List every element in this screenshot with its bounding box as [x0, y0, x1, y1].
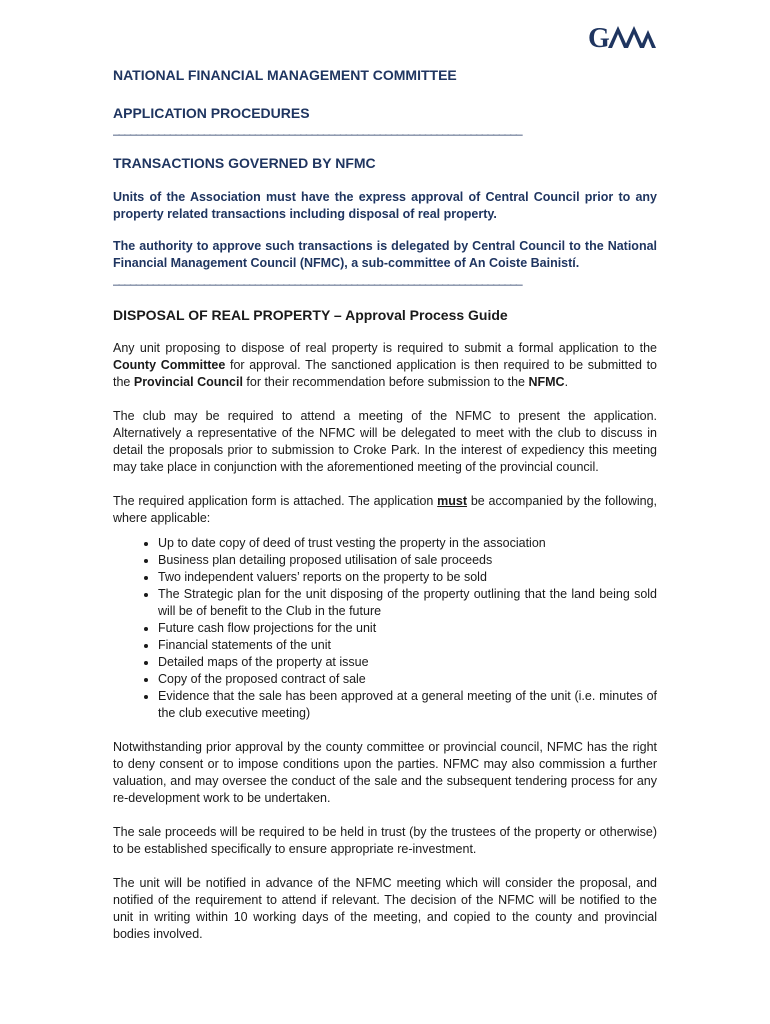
divider-rule: ________________________________________________________________________ [113, 272, 522, 286]
requirements-list [113, 535, 657, 722]
disposal-paragraph-1 [113, 340, 657, 391]
svg-text:G: G [588, 23, 607, 52]
provincial-council-text: Provincial Council [133, 375, 243, 389]
disposal-heading-rest: – Approval Process Guide [330, 307, 508, 323]
text-run: for their recommendation before submission to the [242, 375, 529, 389]
committee-heading: NATIONAL FINANCIAL MANAGEMENT COMMITTEE [113, 67, 457, 83]
list-item: • Evidence that the sale has been approved at a general meeting of the unit (i.e. minutes of the club executive meeting) [158, 688, 657, 722]
transactions-heading: TRANSACTIONS GOVERNED BY NFMC [113, 155, 376, 171]
transactions-paragraph-1: Units of the Association must have the express approval of Central Council prior to any property related transactions including disposal of real property. [113, 190, 657, 221]
text-run: The required application form is attached. The application [113, 494, 438, 508]
transactions-paragraph-2: The authority to approve such transactions is delegated by Central Council to the National Financial Management Council (NFMC), a sub-committee of An Coiste Bainistí. [113, 239, 657, 270]
document-page [113, 66, 657, 960]
list-item: • Detailed maps of the property at issue [158, 654, 657, 671]
list-item: • Financial statements of the unit [158, 637, 657, 654]
gaa-logo [588, 22, 658, 52]
text-run: . [564, 375, 569, 389]
text-run: be accompanied by the following, where applicable: [113, 494, 658, 525]
disposal-paragraph-3 [113, 493, 657, 527]
divider-rule: ________________________________________________________________________ [113, 122, 522, 136]
disposal-heading-bold: DISPOSAL OF REAL PROPERTY [113, 307, 331, 323]
list-item: • Business plan detailing proposed utilisation of sale proceeds [158, 552, 657, 569]
procedures-heading: APPLICATION PROCEDURES [113, 105, 310, 121]
text-run: Any unit proposing to dispose of real property is required to submit a formal application to the [113, 341, 657, 355]
must-emphasis: must [437, 494, 468, 508]
disposal-heading [113, 306, 657, 324]
list-item: • Two independent valuers’ reports on the property to be sold [158, 569, 657, 586]
list-item: • Future cash flow projections for the unit [158, 620, 657, 637]
text-run: for approval. The sanctioned application is then required to be submitted to the [113, 358, 657, 389]
list-item: • Copy of the proposed contract of sale [158, 671, 657, 688]
disposal-paragraph-2: The club may be required to attend a meeting of the NFMC to present the application. Alternatively a representative of the NFMC will be delegated to meet with the club to discuss in detail the proposals prior to submission to Croke Park. In the interest of expediency this meeting may take place in conjunction with the aforementioned meeting of the provincial council. [113, 409, 657, 474]
disposal-paragraph-6: The unit will be notified in advance of the NFMC meeting which will consider the proposal, and notified of the requirement to attend if relevant. The decision of the NFMC will be notified to the unit in writing within 10 working days of the meeting, and copied to the county and provincial bodies involved. [113, 876, 657, 941]
disposal-paragraph-4: Notwithstanding prior approval by the county committee or provincial council, NFMC has the right to deny consent or to impose conditions upon the parties. NFMC may also commission a further valuation, and may oversee the conduct of the sale and the subsequent tendering process for any re-development work to be undertaken. [113, 740, 657, 805]
county-committee-text: County Committee [113, 358, 226, 372]
nfmc-text: NFMC [528, 375, 565, 389]
list-item: • The Strategic plan for the unit disposing of the property outlining that the land being sold will be of benefit to the Club in the future [158, 586, 657, 620]
list-item: • Up to date copy of deed of trust vesting the property in the association [158, 535, 657, 552]
disposal-paragraph-5: The sale proceeds will be required to be held in trust (by the trustees of the property or otherwise) to be established specifically to ensure appropriate re-investment. [113, 825, 657, 856]
